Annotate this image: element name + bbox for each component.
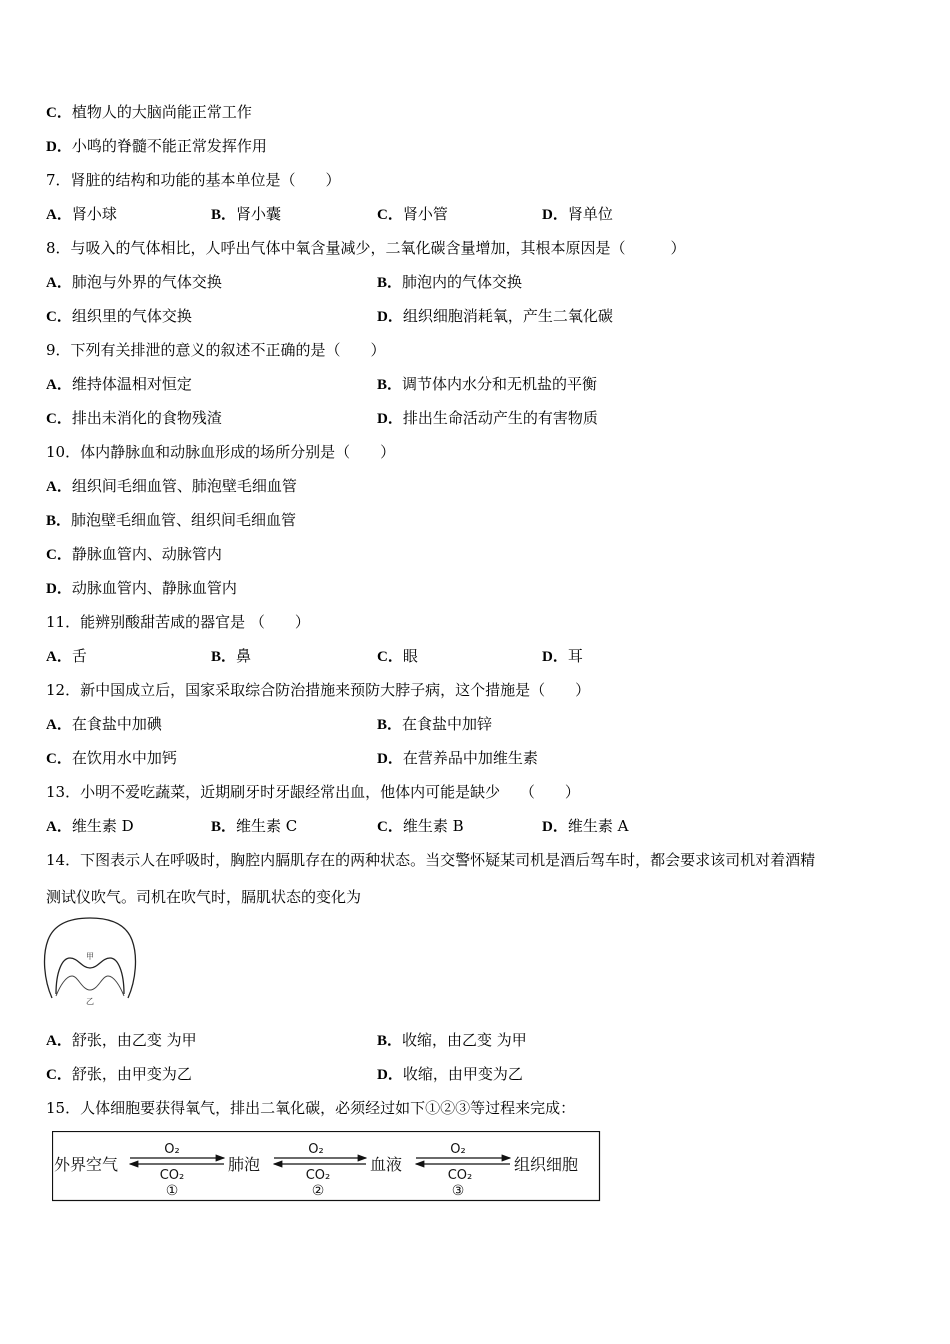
q6-option-c: C．植物人的大脑尚能正常工作: [46, 103, 252, 121]
step-2: ②: [311, 1183, 325, 1199]
q9-stem: 9．下列有关排泄的意义的叙述不正确的是（ ）: [46, 341, 386, 359]
q12-option-a: A．在食盐中加碘: [46, 715, 162, 733]
q11-option-a: A．舌: [46, 647, 87, 665]
q12-option-d: D．在营养品中加维生素: [377, 749, 538, 767]
q7-option-c: C．肾小管: [377, 205, 448, 223]
q13-option-a: A．维生素 D: [46, 817, 134, 835]
q15-stem: 15．人体细胞要获得氧气，排出二氧化碳，必须经过如下①②③等过程来完成：: [46, 1099, 576, 1117]
diaphragm-yi: [56, 976, 124, 996]
q13-option-d: D．维生素 A: [542, 817, 629, 835]
q14-option-a: A．舒张，由乙变 为甲: [46, 1031, 197, 1049]
q7-option-b: B．肾小囊: [211, 205, 282, 223]
q13-option-b: B．维生素 C: [211, 817, 298, 835]
q14-option-c: C．舒张，由甲变为乙: [46, 1065, 192, 1083]
q10-stem: 10．体内静脉血和动脉血形成的场所分别是（ ）: [46, 443, 396, 461]
q11-option-d: D．耳: [542, 647, 583, 665]
q14-option-b: B．收缩，由乙变 为甲: [377, 1031, 527, 1049]
q12-option-c: C．在饮用水中加钙: [46, 749, 177, 767]
q10-option-b: B．肺泡壁毛细血管、组织间毛细血管: [46, 511, 297, 529]
q12-option-b: B．在食盐中加锌: [377, 715, 493, 733]
q13-option-c: C．维生素 B: [377, 817, 464, 835]
o2-label-2: O₂: [308, 1142, 324, 1157]
co2-label-2: CO₂: [305, 1168, 331, 1183]
q11-option-b: B．鼻: [211, 647, 252, 665]
diaphragm-figure: [42, 916, 138, 1006]
q8-option-a: A．肺泡与外界的气体交换: [46, 273, 222, 291]
q12-stem: 12．新中国成立后，国家采取综合防治措施来预防大脖子病，这个措施是（ ）: [46, 681, 591, 699]
o2-label-3: O₂: [450, 1142, 466, 1157]
q8-stem: 8．与吸入的气体相比，人呼出气体中氧含量减少，二氧化碳含量增加，其根本原因是（ ）: [46, 239, 686, 257]
q9-option-d: D．排出生命活动产生的有害物质: [377, 409, 598, 427]
q10-option-c: C．静脉血管内、动脉管内: [46, 545, 222, 563]
o2-label-1: O₂: [164, 1142, 180, 1157]
q7-option-d: D．肾单位: [542, 205, 613, 223]
q9-option-a: A．维持体温相对恒定: [46, 375, 192, 393]
q14-stem-line1: 14．下图表示人在呼吸时，胸腔内膈肌存在的两种状态。当交警怀疑某司机是酒后驾车时，都会要求该司机对着酒精: [46, 851, 816, 869]
co2-label-3: CO₂: [447, 1168, 473, 1183]
step-1: ①: [165, 1183, 179, 1199]
q11-stem: 11．能辨别酸甜苦咸的器官是 （ ）: [46, 613, 310, 631]
co2-label-1: CO₂: [159, 1168, 185, 1183]
q8-option-c: C．组织里的气体交换: [46, 307, 192, 325]
q10-option-d: D．动脉血管内、静脉血管内: [46, 579, 237, 597]
label-jia: 甲: [86, 952, 94, 961]
gas-exchange-diagram: [52, 1131, 601, 1203]
q8-option-b: B．肺泡内的气体交换: [377, 273, 523, 291]
node-alveoli: 肺泡: [228, 1155, 261, 1174]
diaphragm-jia: [56, 958, 124, 994]
node-tissue-cells: 组织细胞: [514, 1155, 579, 1174]
q7-option-a: A．肾小球: [46, 205, 117, 223]
q9-option-c: C．排出未消化的食物残渣: [46, 409, 222, 427]
step-3: ③: [451, 1183, 465, 1199]
q13-stem: 13．小明不爱吃蔬菜，近期刷牙时牙龈经常出血，他体内可能是缺少 （ ）: [46, 783, 580, 801]
q6-option-d: D．小鸣的脊髓不能正常发挥作用: [46, 137, 267, 155]
node-blood: 血液: [370, 1155, 403, 1174]
label-yi: 乙: [86, 997, 94, 1006]
q14-stem-line2: 测试仪吹气。司机在吹气时，膈肌状态的变化为: [46, 888, 362, 906]
q10-option-a: A．组织间毛细血管、肺泡壁毛细血管: [46, 477, 297, 495]
q9-option-b: B．调节体内水分和无机盐的平衡: [377, 375, 598, 393]
q14-option-d: D．收缩，由甲变为乙: [377, 1065, 523, 1083]
q7-stem: 7．肾脏的结构和功能的基本单位是（ ）: [46, 171, 341, 189]
node-outside-air: 外界空气: [54, 1155, 119, 1174]
q11-option-c: C．眼: [377, 647, 418, 665]
q8-option-d: D．组织细胞消耗氧，产生二氧化碳: [377, 307, 613, 325]
